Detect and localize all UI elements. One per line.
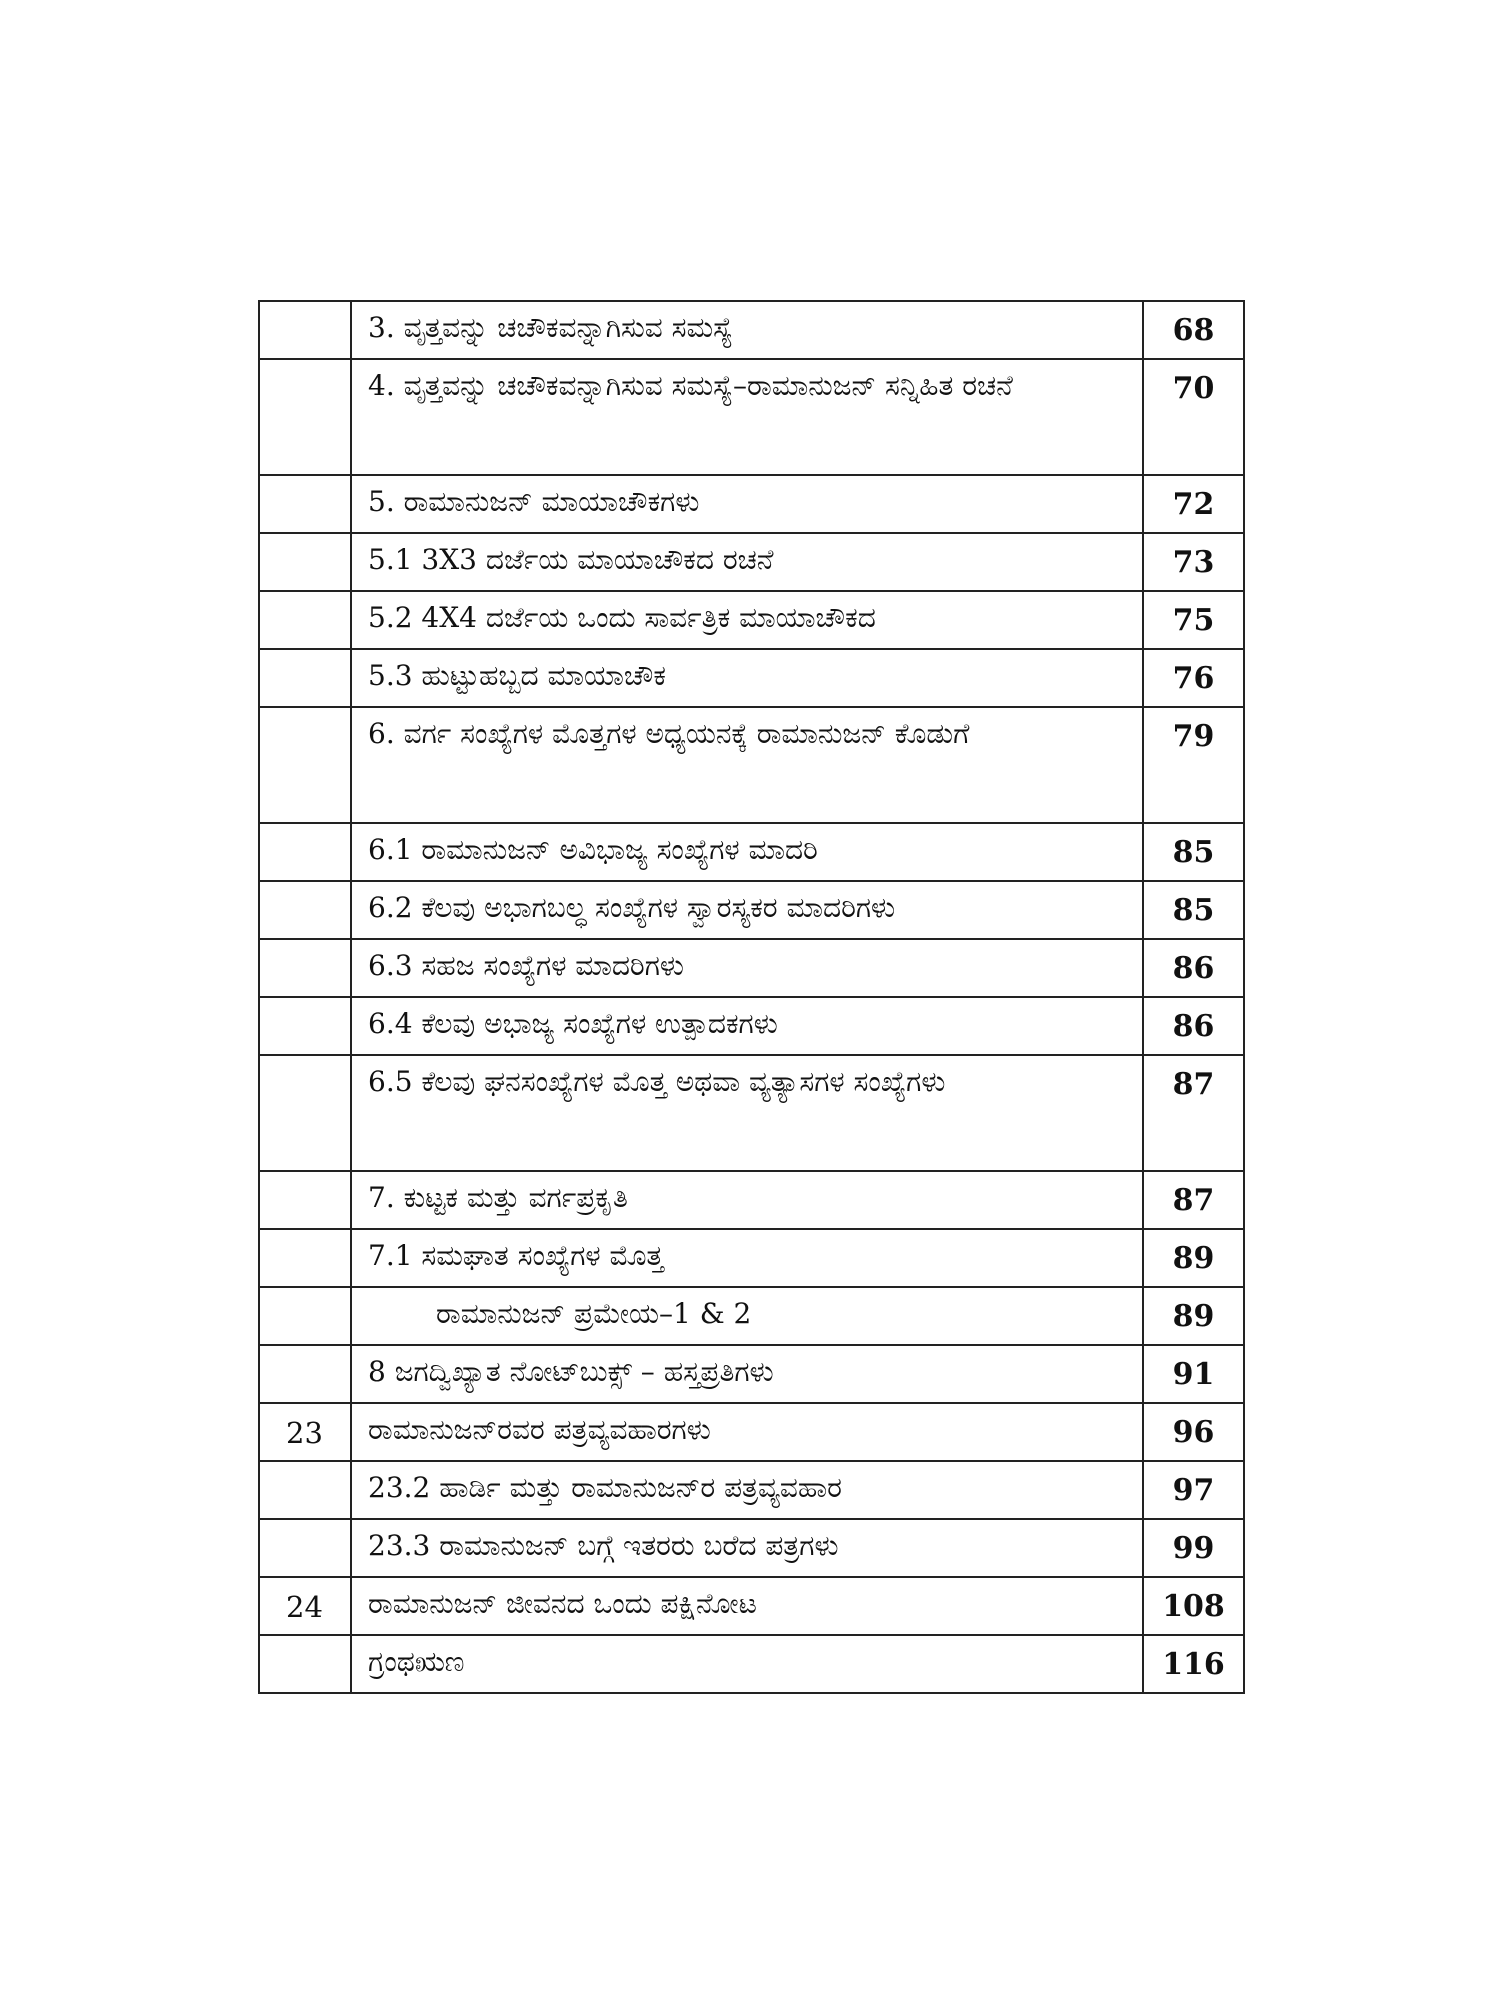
toc-row-page: 86	[1143, 997, 1244, 1055]
toc-row-number	[259, 1519, 351, 1577]
toc-row-page: 89	[1143, 1287, 1244, 1345]
toc-row-title: 3. ವೃತ್ತವನ್ನು ಚಚೌಕವನ್ನಾಗಿಸುವ ಸಮಸ್ಯೆ	[351, 301, 1143, 359]
toc-row-title: 6.5 ಕೆಲವು ಘನಸಂಖ್ಯೆಗಳ ಮೊತ್ತ ಅಥವಾ ವ್ಯತ್ಯಾಸಗಳ ಸಂಖ್ಯೆಗಳು	[351, 1055, 1143, 1171]
toc-row-page: 68	[1143, 301, 1244, 359]
toc-row-title	[351, 1287, 1143, 1345]
toc-row-number	[259, 301, 351, 359]
toc-row	[259, 1635, 1244, 1693]
toc-row	[259, 591, 1244, 649]
toc-row	[259, 649, 1244, 707]
toc-row	[259, 881, 1244, 939]
toc-row	[259, 1345, 1244, 1403]
toc-row	[259, 1403, 1244, 1461]
toc-row-title: 5.3 ಹುಟ್ಟುಹಬ್ಬದ ಮಾಯಾಚೌಕ	[351, 649, 1143, 707]
toc-row-page: 85	[1143, 823, 1244, 881]
toc-row	[259, 359, 1244, 475]
toc-row-number	[259, 1287, 351, 1345]
toc-row-number	[259, 1055, 351, 1171]
toc-row-title: 8 ಜಗದ್ವಿಖ್ಯಾತ ನೋಟ್‌ಬುಕ್ಸ್ – ಹಸ್ತಪ್ರತಿಗಳು	[351, 1345, 1143, 1403]
toc-row-title: ರಾಮಾನುಜನ್‌ರವರ ಪತ್ರವ್ಯವಹಾರಗಳು	[351, 1403, 1143, 1461]
toc-row	[259, 533, 1244, 591]
toc-table	[258, 300, 1245, 1694]
toc-row	[259, 707, 1244, 823]
toc-row-title: 6. ವರ್ಗ ಸಂಖ್ಯೆಗಳ ಮೊತ್ತಗಳ ಅಧ್ಯಯನಕ್ಕೆ ರಾಮಾನುಜನ್ ಕೊಡುಗೆ	[351, 707, 1143, 823]
toc-row-number	[259, 823, 351, 881]
toc-row-page: 96	[1143, 1403, 1244, 1461]
toc-row-title: 23.3 ರಾಮಾನುಜನ್ ಬಗ್ಗೆ ಇತರರು ಬರೆದ ಪತ್ರಗಳು	[351, 1519, 1143, 1577]
toc-row-title: ರಾಮಾನುಜನ್ ಜೀವನದ ಒಂದು ಪಕ್ಷಿನೋಟ	[351, 1577, 1143, 1635]
toc-row-title: ಗ್ರಂಥಋಣ	[351, 1635, 1143, 1693]
toc-row-page: 76	[1143, 649, 1244, 707]
toc-row-title: 5. ರಾಮಾನುಜನ್ ಮಾಯಾಚೌಕಗಳು	[351, 475, 1143, 533]
toc-row-number	[259, 881, 351, 939]
toc-row	[259, 1461, 1244, 1519]
toc-row-page: 79	[1143, 707, 1244, 823]
toc-row-number	[259, 359, 351, 475]
toc-row-page: 87	[1143, 1055, 1244, 1171]
toc-row-number	[259, 1461, 351, 1519]
toc-row-title: 6.4 ಕೆಲವು ಅಭಾಜ್ಯ ಸಂಖ್ಯೆಗಳ ಉತ್ಪಾದಕಗಳು	[351, 997, 1143, 1055]
toc-row-title-indented: ರಾಮಾನುಜನ್ ಪ್ರಮೇಯ–1 & 2	[436, 1297, 752, 1330]
toc-row-page: 75	[1143, 591, 1244, 649]
toc-row-number	[259, 1635, 351, 1693]
toc-row-page: 70	[1143, 359, 1244, 475]
toc-row-page: 108	[1143, 1577, 1244, 1635]
toc-row-title: 23.2 ಹಾರ್ಡಿ ಮತ್ತು ರಾಮಾನುಜನ್‌ರ ಪತ್ರವ್ಯವಹಾರ	[351, 1461, 1143, 1519]
toc-row-page: 89	[1143, 1229, 1244, 1287]
toc-row-number	[259, 533, 351, 591]
toc-row	[259, 1519, 1244, 1577]
toc-row-title: 5.1 3X3 ದರ್ಜೆಯ ಮಾಯಾಚೌಕದ ರಚನೆ	[351, 533, 1143, 591]
toc-row-title: 5.2 4X4 ದರ್ಜೆಯ ಒಂದು ಸಾರ್ವತ್ರಿಕ ಮಾಯಾಚೌಕದ	[351, 591, 1143, 649]
toc-row-title: 7. ಕುಟ್ಟಕ ಮತ್ತು ವರ್ಗಪ್ರಕೃತಿ	[351, 1171, 1143, 1229]
toc-row	[259, 1287, 1244, 1345]
toc-row-number: 23	[259, 1403, 351, 1461]
toc-row-page: 91	[1143, 1345, 1244, 1403]
toc-row-page: 85	[1143, 881, 1244, 939]
toc-row-number	[259, 997, 351, 1055]
toc-row-number	[259, 1345, 351, 1403]
toc-row-number	[259, 1229, 351, 1287]
toc-row	[259, 1229, 1244, 1287]
toc-row-page: 97	[1143, 1461, 1244, 1519]
toc-row-title: 6.1 ರಾಮಾನುಜನ್ ಅವಿಭಾಜ್ಯ ಸಂಖ್ಯೆಗಳ ಮಾದರಿ	[351, 823, 1143, 881]
toc-row-number	[259, 1171, 351, 1229]
toc-row-number	[259, 939, 351, 997]
toc-row-page: 99	[1143, 1519, 1244, 1577]
toc-row-title: 4. ವೃತ್ತವನ್ನು ಚಚೌಕವನ್ನಾಗಿಸುವ ಸಮಸ್ಯೆ–ರಾಮಾನುಜನ್ ಸನ್ನಿಹಿತ ರಚನೆ	[351, 359, 1143, 475]
toc-row-number	[259, 475, 351, 533]
toc-row-number	[259, 591, 351, 649]
toc-row	[259, 301, 1244, 359]
toc-row	[259, 1171, 1244, 1229]
toc-row	[259, 997, 1244, 1055]
toc-row-page: 87	[1143, 1171, 1244, 1229]
toc-row-page: 116	[1143, 1635, 1244, 1693]
toc-row-title: 6.2 ಕೆಲವು ಅಭಾಗಬಲ್ಧ ಸಂಖ್ಯೆಗಳ ಸ್ವಾರಸ್ಯಕರ ಮಾದರಿಗಳು	[351, 881, 1143, 939]
toc-row-title: 6.3 ಸಹಜ ಸಂಖ್ಯೆಗಳ ಮಾದರಿಗಳು	[351, 939, 1143, 997]
toc-row	[259, 475, 1244, 533]
toc-row-page: 86	[1143, 939, 1244, 997]
toc-row	[259, 939, 1244, 997]
toc-row-number	[259, 649, 351, 707]
toc-row-title: 7.1 ಸಮಘಾತ ಸಂಖ್ಯೆಗಳ ಮೊತ್ತ	[351, 1229, 1143, 1287]
toc-row	[259, 1577, 1244, 1635]
toc-row	[259, 1055, 1244, 1171]
toc-row-page: 73	[1143, 533, 1244, 591]
toc-row-number	[259, 707, 351, 823]
toc-row-number: 24	[259, 1577, 351, 1635]
toc-row-page: 72	[1143, 475, 1244, 533]
toc-row	[259, 823, 1244, 881]
